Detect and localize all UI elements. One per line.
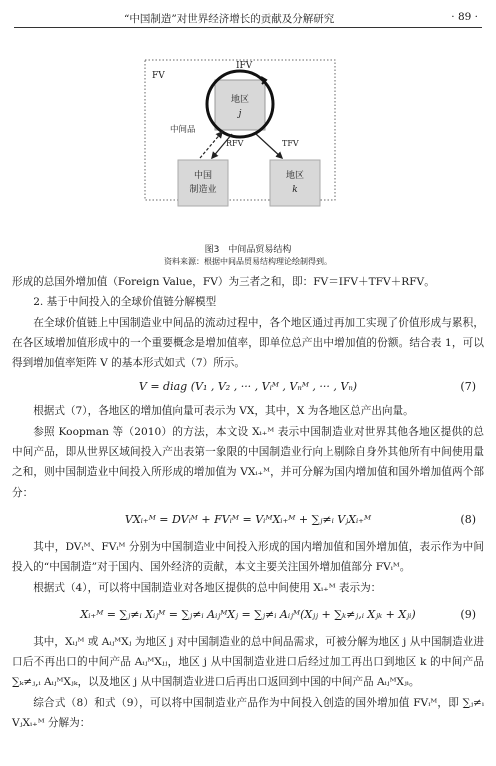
equation-9-expr: Xᵢ₊ᴹ = ∑ⱼ≠ᵢ Xᵢⱼᴹ = ∑ⱼ≠ᵢ AᵢⱼᴹXⱼ = ∑ⱼ≠ᵢ Aᵢⱼᴹ(Xⱼⱼ + ∑ₖ≠ⱼ,ᵢ Xⱼₖ + Xⱼᵢ) [80, 607, 416, 621]
paragraph-fv-sum: 形成的总国外增加值（Foreign Value，FV）为三者之和，即：FV＝IFV＋TFV＋RFV。 [12, 276, 435, 288]
region-k-label-2: k [292, 185, 298, 195]
paragraph-eq4: 根据式（4），可以将中国制造业对各地区提供的总中间使用 Xᵢ₊ᴹ 表示为： [33, 581, 382, 594]
running-header [14, 8, 482, 26]
paragraph-vx: 根据式（7），各地区的增加值向量可表示为 VX，其中，X 为各地区总产出向量。 [33, 405, 414, 418]
rfv-label: RFV [226, 139, 244, 148]
paragraph-decomposition: 其中，Xᵢⱼᴹ 或 AᵢⱼᴹXⱼ 为地区 j 对中国制造业的总中间品需求，可被分解为地区 j 从中国制造业进口后不再出口的中间产品 AᵢⱼᴹXⱼⱼ，地区 j 从中国制造业进口后经过加工再出口到地区 k 的中间产品 ∑ₖ≠ⱼ,ᵢ AᵢⱼᴹXⱼₖ，以及地区 j 从中国制造业进口后再出口返回到中国的中间产品 AᵢⱼᴹXⱼᵢ。 [12, 635, 484, 689]
tfv-arrow [256, 134, 282, 158]
intermediate-goods-arrow [200, 132, 222, 158]
equation-7 [12, 373, 484, 401]
section-heading: 2. 基于中间投入的全球价值链分解模型 [33, 296, 217, 309]
region-j-box [215, 80, 265, 130]
diagram-svg [0, 50, 496, 245]
tfv-label: TFV [282, 139, 299, 148]
equation-9 [12, 598, 484, 632]
paragraph-dv-fv: 其中，DVᵢᴹ、FVᵢᴹ 分别为中国制造业中间投入形成的国内增加值和国外增加值，表示作为中间投入的“中国制造”对于国内、国外经济的贡献，本文主要关注国外增加值部分 FVᵢᴹ。 [12, 540, 484, 574]
equation-9-number: (9) [460, 607, 476, 621]
intermediate-trade-diagram [0, 50, 496, 245]
intermediate-label: 中间品 [170, 125, 196, 135]
figure-caption: 图3 中间品贸易结构 [204, 245, 292, 255]
region-j-label-1: 地区 [230, 95, 250, 105]
region-j-label-2: j [238, 109, 242, 119]
body-text [12, 272, 484, 733]
paragraph-synthesis: 综合式（8）和式（9），可以将中国制造业产品作为中间投入创造的国外增加值 FVᵢᴹ，即 ∑ⱼ≠ᵢ VⱼXᵢ₊ᴹ 分解为： [12, 696, 484, 730]
paragraph-koopman: 参照 Koopman 等（2010）的方法，本文设 Xᵢ₊ᴹ 表示中国制造业对世界其他各地区提供的总中间产品，即从世界区域间投入产出表第一象限的中国制造业行向上剔除自身外其他所有中间使用量之和，则中国制造业中间投入所形成的增加值为 VXᵢ₊ᴹ，并可分解为国内增加值和国外增加值两个部分： [12, 425, 484, 499]
china-label-2: 制造业 [189, 185, 217, 195]
equation-8-expr: VXᵢ₊ᴹ = DVᵢᴹ + FVᵢᴹ = VᵢᴹXᵢ₊ᴹ + ∑ⱼ≠ᵢ VⱼXᵢ₊ᴹ [124, 512, 372, 526]
equation-7-number: (7) [460, 380, 476, 394]
figure-source: 资料来源：根据中间品贸易结构理论绘制得到。 [164, 257, 332, 266]
header-rule [14, 27, 482, 28]
equation-8-number: (8) [460, 512, 476, 526]
region-k-box [270, 160, 320, 206]
ifv-label: IFV [236, 61, 253, 71]
equation-7-expr: V = diag (V₁ , V₂ , ··· , Vᵢᴹ , Vₙᴹ , ··· , Vₙ) [138, 380, 358, 394]
china-manufacturing-box [178, 160, 228, 206]
region-k-label-1: 地区 [285, 171, 305, 181]
running-title: “中国制造”对世界经济增长的贡献及分解研究 [124, 13, 335, 25]
paragraph-value-added-rate: 在全球价值链上中国制造业中间品的流动过程中，各个地区通过再加工实现了价值形成与累积，在各区域增加值形成中的一个重要概念是增加值率，即单位总产出中增加值的份额。结合表 1，可以得到增加值率矩阵 V 的基本形式如式（7）所示。 [12, 316, 484, 370]
equation-8 [12, 503, 484, 537]
fv-label: FV [152, 71, 165, 81]
page-number: · 89 · [451, 11, 478, 23]
china-label-1: 中国 [193, 171, 213, 181]
